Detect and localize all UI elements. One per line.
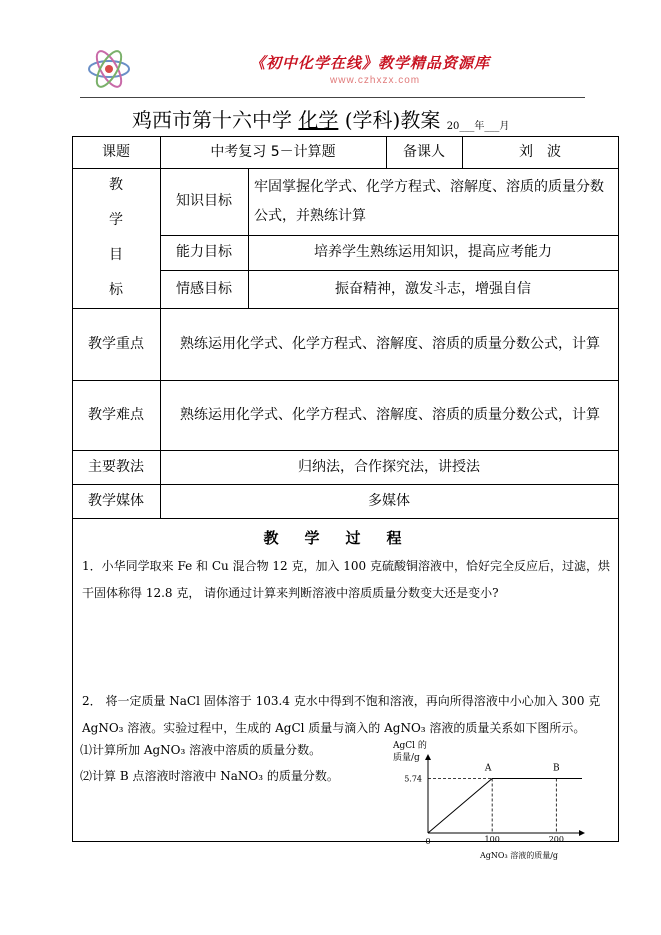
question-1: 1．小华同学取来 Fe 和 Cu 混合物 12 克，加入 100 克硫酸铜溶液中，恰好完全反应后，过滤，烘干固体称得 12.8 克， 请你通过计算来判断溶液中溶质质量分数变大还是变小?	[82, 559, 611, 600]
x-tick-100: 100	[484, 835, 500, 844]
school-name: 鸡西市第十六中学	[132, 108, 292, 132]
date-field: 20___年___月	[446, 121, 510, 132]
teacher-label: 备课人	[403, 143, 445, 160]
method-label: 主要教法	[88, 458, 144, 475]
question-2-sub-1: ⑴计算所加 AgNO₃ 溶液中溶质的质量分数。	[80, 743, 322, 757]
point-a-label: A	[484, 763, 492, 774]
goals-char-1: 教	[109, 177, 123, 193]
subject-name: 化学	[298, 108, 339, 132]
x-axis-label: AgNO₃ 溶液的质量/g	[480, 851, 559, 860]
knowledge-goal-value: 牢固掌握化学式、化学方程式、溶解度、溶质的质量分数公式，并熟练计算	[254, 178, 604, 224]
key-points-value: 熟练运用化学式、化学方程式、溶解度、溶质的质量分数公式，计算	[180, 335, 600, 352]
point-b-label: B	[553, 763, 560, 774]
document-title	[132, 104, 509, 133]
topic-label: 课题	[102, 143, 130, 160]
banner-divider	[80, 97, 585, 98]
method-value: 归纳法，合作探究法，讲授法	[298, 458, 480, 475]
question-2: 2． 将一定质量 NaCl 固体溶于 103.4 克水中得到不饱和溶液，再向所得溶液中小心加入 300 克 AgNO₃ 溶液。实验过程中，生成的 AgCl 质量与滴入的 AgNO₃ 溶液的质量关系如下图所示。	[82, 694, 601, 735]
y-axis-label-line2: 质量/g	[393, 753, 420, 763]
key-points-label: 教学重点	[88, 335, 144, 352]
banner-url: www.czhxzx.com	[330, 75, 421, 86]
goals-label	[72, 168, 160, 308]
difficult-points-label: 教学难点	[88, 406, 144, 423]
goals-char-2: 学	[109, 212, 123, 228]
series-line	[428, 778, 582, 833]
atom-logo-icon	[86, 46, 132, 92]
knowledge-goal-label: 知识目标	[176, 193, 232, 209]
process-title: 教学过程	[263, 529, 428, 547]
media-value: 多媒体	[368, 492, 410, 509]
subject-suffix: (学科)教案	[344, 108, 441, 132]
header-banner	[80, 44, 585, 99]
x-tick-200: 200	[548, 835, 564, 844]
topic-value: 中考复习 5－计算题	[210, 143, 336, 160]
media-label: 教学媒体	[88, 492, 144, 509]
agcl-mass-chart	[380, 735, 600, 865]
origin-label: 0	[425, 837, 431, 846]
banner-title: 《初中化学在线》教学精品资源库	[250, 54, 491, 72]
emotion-goal-value: 振奋精神，激发斗志，增强自信	[335, 280, 531, 297]
y-axis-label-line1: AgCl 的	[393, 741, 427, 751]
ability-goal-label: 能力目标	[176, 244, 232, 260]
y-tick-574: 5.74	[404, 774, 422, 784]
question-2-sub-2: ⑵计算 B 点溶液时溶液中 NaNO₃ 的质量分数。	[80, 769, 339, 783]
emotion-goal-label: 情感目标	[176, 280, 232, 297]
ability-goal-value: 培养学生熟练运用知识，提高应考能力	[314, 244, 552, 260]
difficult-points-value: 熟练运用化学式、化学方程式、溶解度、溶质的质量分数公式，计算	[180, 406, 600, 423]
goals-char-4: 标	[109, 282, 123, 298]
goals-char-3: 目	[109, 247, 123, 263]
teacher-value: 刘 波	[519, 143, 561, 160]
